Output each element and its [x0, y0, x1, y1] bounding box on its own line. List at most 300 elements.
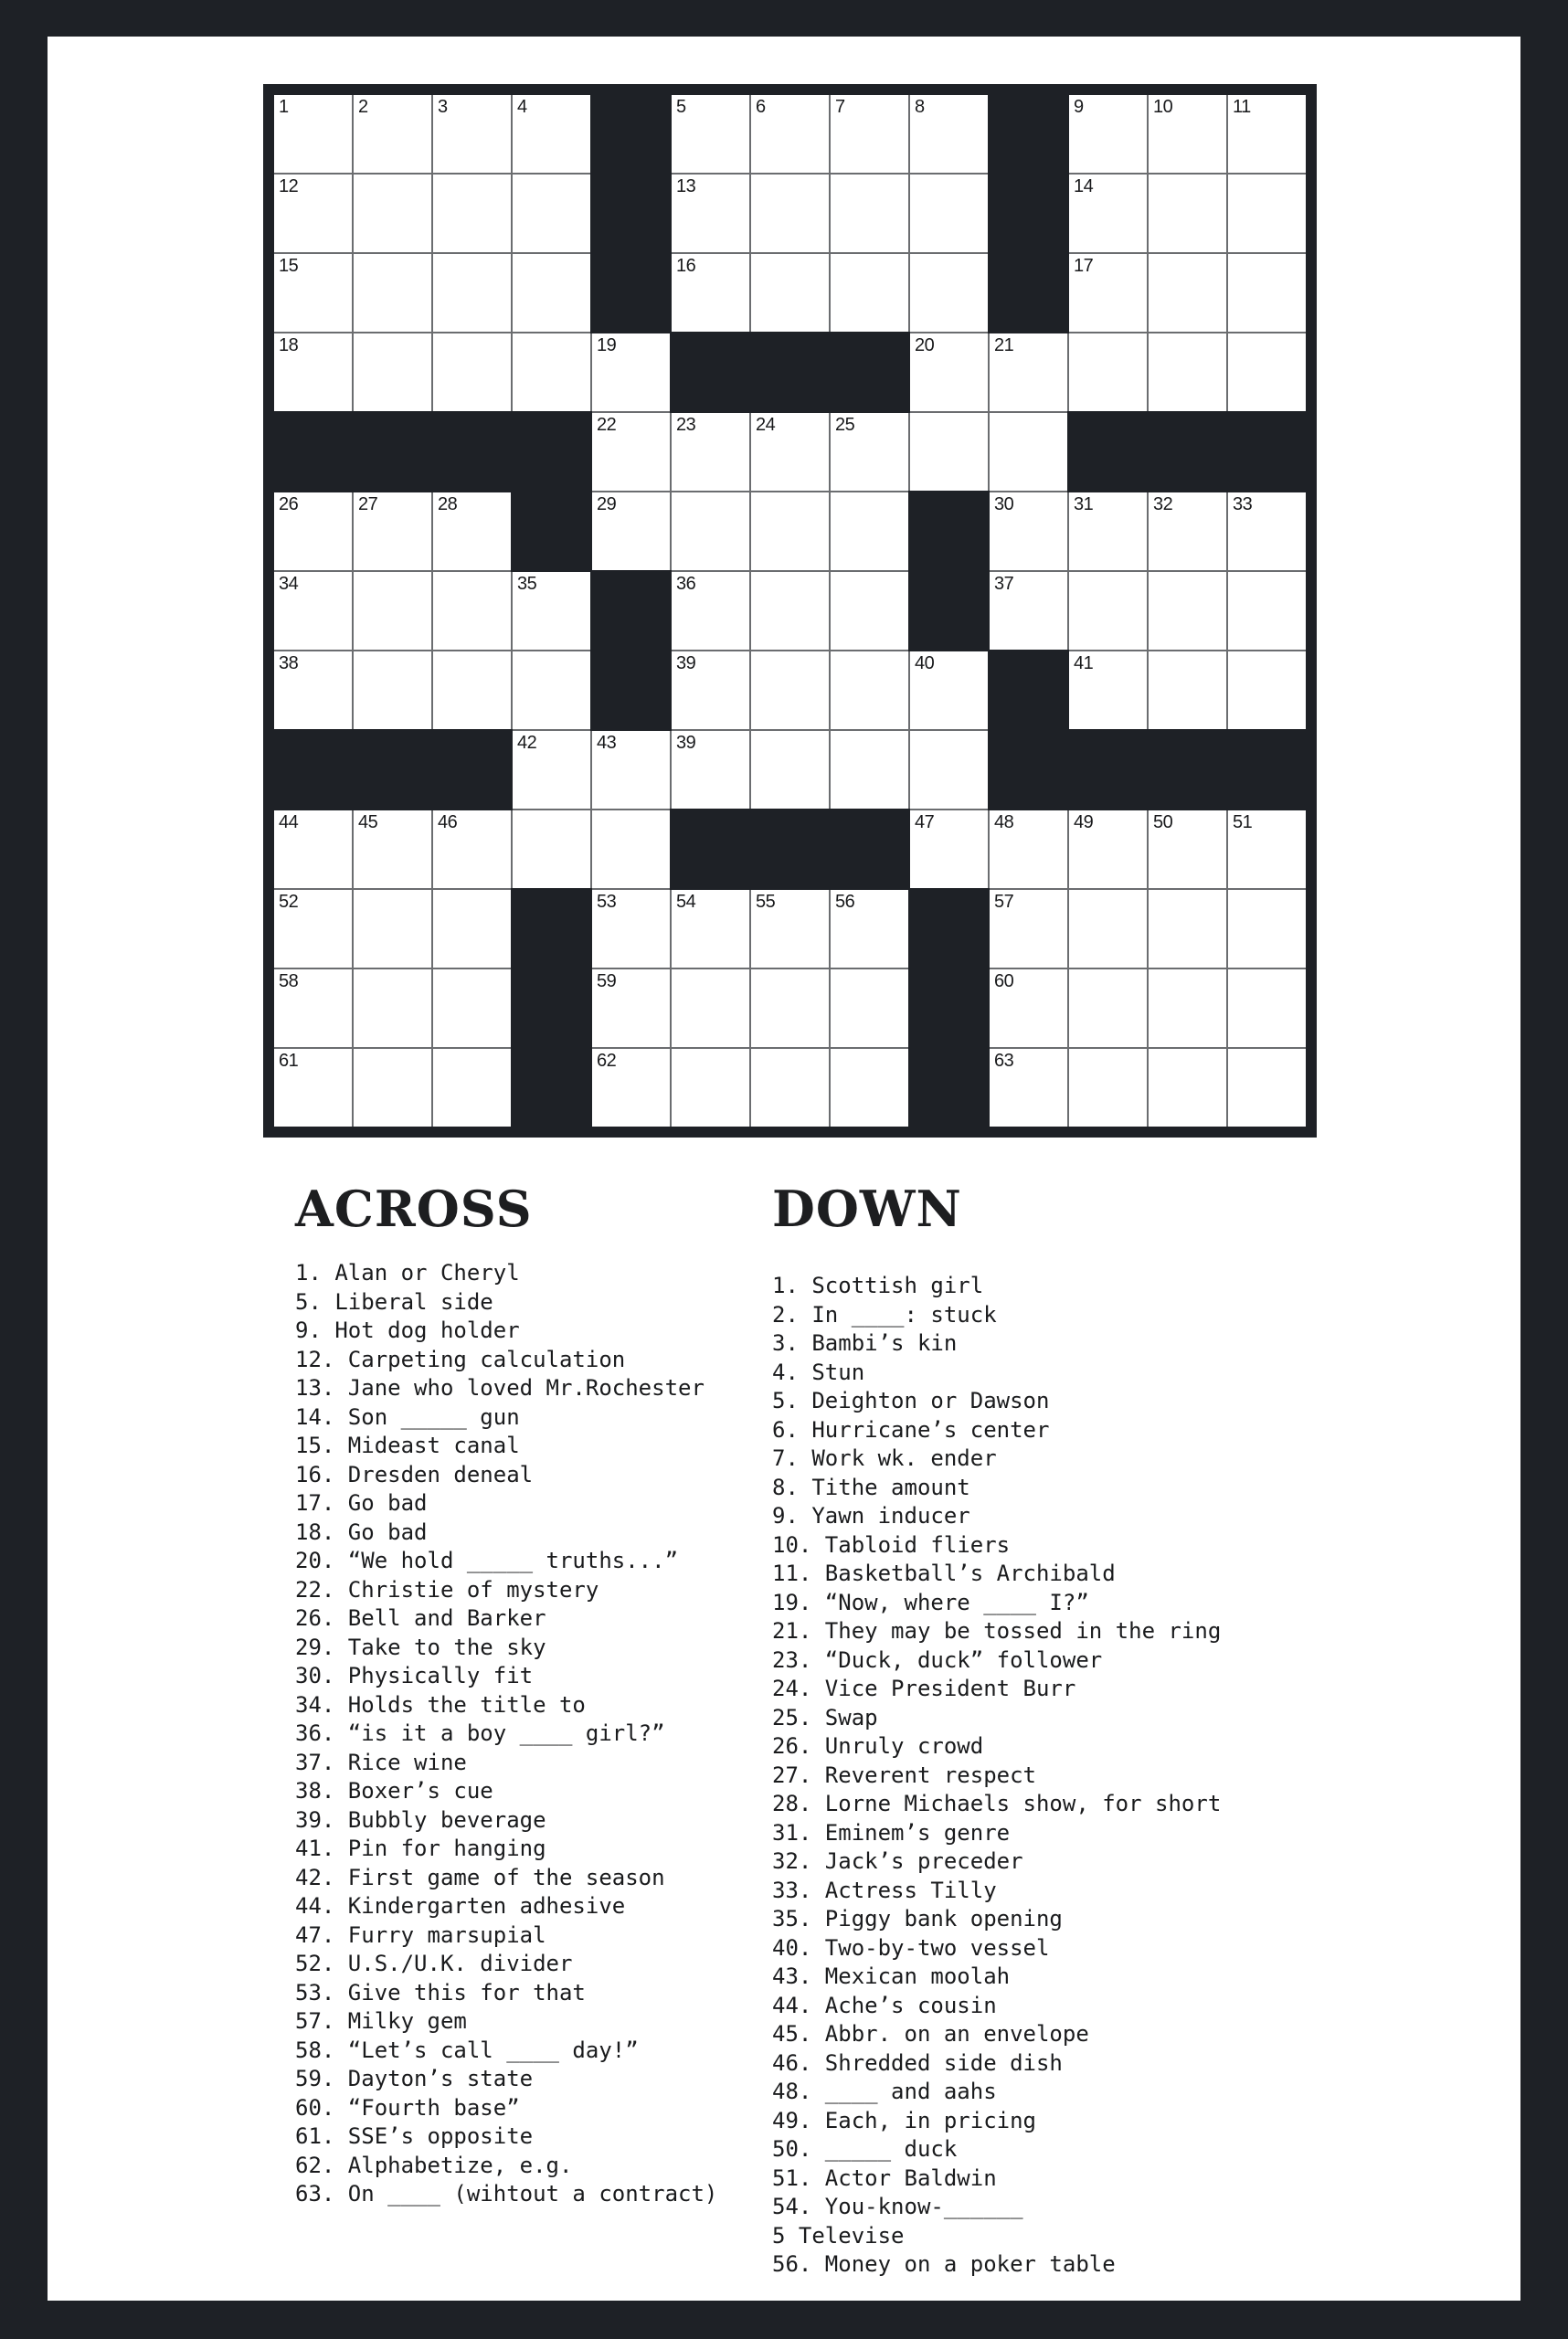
- across-clue: 59. Dayton’s state: [295, 2066, 534, 2091]
- grid-cell-r3c8[interactable]: [831, 254, 908, 332]
- down-clue: 10. Tabloid fliers: [772, 1531, 1011, 1558]
- down-clue: 35. Piggy bank opening: [772, 1906, 1063, 1932]
- grid-cell-r8c6[interactable]: [672, 651, 749, 729]
- cell-number: 44: [279, 812, 299, 832]
- cell-number: 61: [279, 1051, 299, 1071]
- grid-cell-r7c11[interactable]: [1069, 572, 1147, 650]
- grid-cell-r12c6[interactable]: [672, 969, 749, 1047]
- cell-number: 33: [1233, 494, 1253, 514]
- black-cell: [433, 731, 511, 809]
- grid-cell-r6c5[interactable]: [592, 492, 670, 570]
- cell-number: 41: [1074, 653, 1094, 673]
- cell-number: 24: [756, 415, 776, 435]
- cell-number: 45: [358, 812, 378, 832]
- cell-number: 52: [279, 892, 299, 912]
- grid-cell-r9c7[interactable]: [751, 731, 829, 809]
- cell-number: 39: [676, 653, 696, 673]
- cell-number: 37: [994, 574, 1014, 594]
- grid-cell-r12c10[interactable]: [990, 969, 1067, 1047]
- across-clue: 39. Bubbly beverage: [295, 1806, 546, 1833]
- grid-cell-r13c2[interactable]: [354, 1049, 431, 1127]
- cell-number: 54: [676, 892, 696, 912]
- across-clue: 41. Pin for hanging: [295, 1836, 546, 1861]
- grid-cell-r4c3[interactable]: [433, 333, 511, 411]
- cell-number: 4: [517, 97, 527, 117]
- grid-cell-r7c7[interactable]: [751, 572, 829, 650]
- down-clue-list: [772, 1272, 1221, 2280]
- grid-cell-r12c7[interactable]: [751, 969, 829, 1047]
- across-clue: 60. “Fourth base”: [295, 2094, 520, 2121]
- down-clue: 5 Televise: [772, 2222, 905, 2249]
- down-clue: 27. Reverent respect: [772, 1762, 1036, 1788]
- black-cell: [592, 572, 670, 650]
- down-clue: 51. Actor Baldwin: [772, 2164, 997, 2191]
- grid-cell-r4c4[interactable]: [513, 333, 590, 411]
- cell-number: 6: [756, 97, 766, 117]
- grid-cell-r1c3[interactable]: [433, 95, 511, 173]
- black-cell: [592, 254, 670, 332]
- grid-cell-r12c12[interactable]: [1149, 969, 1226, 1047]
- grid-cell-r1c4[interactable]: [513, 95, 590, 173]
- grid-cell-r9c9[interactable]: [910, 731, 988, 809]
- grid-cell-r10c2[interactable]: [354, 810, 431, 888]
- cell-number: 42: [517, 733, 537, 753]
- black-cell: [513, 1049, 590, 1127]
- black-cell: [513, 413, 590, 491]
- grid-cell-r8c1[interactable]: [274, 651, 352, 729]
- grid-cell-r4c11[interactable]: [1069, 333, 1147, 411]
- grid-cell-r10c11[interactable]: [1069, 810, 1147, 888]
- grid-cell-r10c3[interactable]: [433, 810, 511, 888]
- grid-cell-r8c8[interactable]: [831, 651, 908, 729]
- grid-cell-r7c8[interactable]: [831, 572, 908, 650]
- black-cell: [831, 810, 908, 888]
- down-clue: 46. Shredded side dish: [772, 2049, 1063, 2076]
- grid-cell-r6c8[interactable]: [831, 492, 908, 570]
- grid-cell-r12c13[interactable]: [1228, 969, 1306, 1047]
- black-cell: [1149, 731, 1226, 809]
- grid-cell-r13c8[interactable]: [831, 1049, 908, 1127]
- grid-cell-r13c1[interactable]: [274, 1049, 352, 1127]
- grid-cell-r8c3[interactable]: [433, 651, 511, 729]
- grid-cell-r13c11[interactable]: [1069, 1049, 1147, 1127]
- grid-cell-r2c4[interactable]: [513, 175, 590, 252]
- cell-number: 38: [279, 653, 299, 673]
- grid-cell-r6c11[interactable]: [1069, 492, 1147, 570]
- cell-number: 59: [597, 971, 617, 991]
- down-clue: 4. Stun: [772, 1359, 865, 1385]
- across-clue: 12. Carpeting calculation: [295, 1346, 626, 1372]
- down-clue: 44. Ache’s cousin: [772, 1992, 997, 2018]
- across-section: [295, 1180, 718, 2209]
- grid-cell-r9c6[interactable]: [672, 731, 749, 809]
- black-cell: [672, 333, 749, 411]
- across-clue: 58. “Let’s call ____ day!”: [295, 2037, 639, 2063]
- down-clue: 2. In ____: stuck: [772, 1301, 997, 1328]
- black-cell: [354, 731, 431, 809]
- grid-cell-r2c11[interactable]: [1069, 175, 1147, 252]
- down-clue: 3. Bambi’s kin: [772, 1330, 958, 1356]
- black-cell: [1228, 413, 1306, 491]
- grid-cell-r7c3[interactable]: [433, 572, 511, 650]
- cell-number: 15: [279, 256, 299, 276]
- cell-number: 25: [835, 415, 855, 435]
- cell-number: 27: [358, 494, 378, 514]
- cell-number: 18: [279, 335, 299, 355]
- grid-cell-r1c9[interactable]: [910, 95, 988, 173]
- grid-cell-r6c3[interactable]: [433, 492, 511, 570]
- grid-cell-r11c5[interactable]: [592, 890, 670, 968]
- black-cell: [513, 492, 590, 570]
- cell-number: 29: [597, 494, 617, 514]
- down-clue: 40. Two-by-two vessel: [772, 1934, 1050, 1961]
- cell-number: 17: [1074, 256, 1094, 276]
- grid-cell-r11c12[interactable]: [1149, 890, 1226, 968]
- down-section: [772, 1180, 1222, 2280]
- grid-cell-r11c2[interactable]: [354, 890, 431, 968]
- cell-number: 7: [835, 97, 845, 117]
- cell-number: 11: [1233, 97, 1251, 117]
- across-clue: 20. “We hold _____ truths...”: [295, 1548, 679, 1573]
- grid-cell-r5c7[interactable]: [751, 413, 829, 491]
- down-clue: 32. Jack’s preceder: [772, 1848, 1023, 1874]
- grid-cell-r6c1[interactable]: [274, 492, 352, 570]
- cell-number: 53: [597, 892, 617, 912]
- grid-cell-r3c7[interactable]: [751, 254, 829, 332]
- grid-cell-r1c8[interactable]: [831, 95, 908, 173]
- cell-number: 32: [1153, 494, 1173, 514]
- grid-cell-r13c10[interactable]: [990, 1049, 1067, 1127]
- grid-cell-r12c1[interactable]: [274, 969, 352, 1047]
- grid-cell-r2c3[interactable]: [433, 175, 511, 252]
- cell-number: 39: [676, 733, 696, 753]
- grid-cell-r6c12[interactable]: [1149, 492, 1226, 570]
- grid-cell-r13c13[interactable]: [1228, 1049, 1306, 1127]
- down-clue: 56. Money on a poker table: [772, 2251, 1116, 2277]
- grid-cell-r11c1[interactable]: [274, 890, 352, 968]
- grid-cell-r4c10[interactable]: [990, 333, 1067, 411]
- grid-cell-r9c4[interactable]: [513, 731, 590, 809]
- cell-number: 10: [1153, 97, 1173, 117]
- across-clue: 26. Bell and Barker: [295, 1605, 546, 1631]
- down-clue: 33. Actress Tilly: [772, 1877, 997, 1903]
- grid-cell-r1c1[interactable]: [274, 95, 352, 173]
- across-clue: 34. Holds the title to: [295, 1691, 586, 1718]
- down-clue: 5. Deighton or Dawson: [772, 1388, 1050, 1413]
- across-clue: 18. Go bad: [295, 1519, 428, 1545]
- across-header: ACROSS: [295, 1180, 533, 1238]
- cell-number: 5: [676, 97, 686, 117]
- cell-number: 46: [438, 812, 458, 832]
- black-cell: [274, 413, 352, 491]
- grid-cell-r8c9[interactable]: [910, 651, 988, 729]
- grid-cell-r11c10[interactable]: [990, 890, 1067, 968]
- grid-cell-r5c6[interactable]: [672, 413, 749, 491]
- down-clue: 54. You-know-______: [772, 2194, 1023, 2219]
- black-cell: [990, 651, 1067, 729]
- across-clue: 13. Jane who loved Mr.Rochester: [295, 1375, 705, 1401]
- grid-cell-r2c13[interactable]: [1228, 175, 1306, 252]
- black-cell: [274, 731, 352, 809]
- cell-number: 43: [597, 733, 617, 753]
- across-clue: 22. Christie of mystery: [295, 1576, 599, 1603]
- across-clue: 38. Boxer’s cue: [295, 1778, 493, 1804]
- across-clue: 44. Kindergarten adhesive: [295, 1893, 626, 1919]
- cell-number: 58: [279, 971, 299, 991]
- grid-cell-r1c2[interactable]: [354, 95, 431, 173]
- grid-cell-r3c1[interactable]: [274, 254, 352, 332]
- across-clue: 61. SSE’s opposite: [295, 2123, 534, 2149]
- down-clue: 25. Swap: [772, 1704, 878, 1730]
- cell-number: 28: [438, 494, 458, 514]
- black-cell: [910, 1049, 988, 1127]
- down-clue: 31. Eminem’s genre: [772, 1819, 1011, 1846]
- across-clue-list: [295, 1259, 717, 2209]
- across-clue: 17. Go bad: [295, 1490, 428, 1516]
- down-clue: 45. Abbr. on an envelope: [772, 2021, 1089, 2047]
- cell-number: 55: [756, 892, 776, 912]
- cell-number: 40: [915, 653, 935, 673]
- down-clue: 48. ____ and aahs: [772, 2079, 997, 2104]
- grid-cell-r5c10[interactable]: [990, 413, 1067, 491]
- black-cell: [990, 175, 1067, 252]
- across-clue: 5. Liberal side: [295, 1288, 493, 1315]
- grid-cell-r6c13[interactable]: [1228, 492, 1306, 570]
- down-clue: 49. Each, in pricing: [772, 2107, 1036, 2133]
- cell-number: 26: [279, 494, 299, 514]
- cell-number: 47: [915, 812, 935, 832]
- grid-cell-r4c1[interactable]: [274, 333, 352, 411]
- grid-cell-r12c11[interactable]: [1069, 969, 1147, 1047]
- grid-cell-r2c1[interactable]: [274, 175, 352, 252]
- grid-cell-r3c4[interactable]: [513, 254, 590, 332]
- black-cell: [910, 969, 988, 1047]
- grid-cell-r8c13[interactable]: [1228, 651, 1306, 729]
- grid-cell-r3c6[interactable]: [672, 254, 749, 332]
- grid-cell-r7c4[interactable]: [513, 572, 590, 650]
- black-cell: [1228, 731, 1306, 809]
- grid-cell-r4c12[interactable]: [1149, 333, 1226, 411]
- grid-cell-r3c13[interactable]: [1228, 254, 1306, 332]
- down-clue: 8. Tithe amount: [772, 1474, 970, 1500]
- grid-cell-r11c13[interactable]: [1228, 890, 1306, 968]
- black-cell: [513, 890, 590, 968]
- black-cell: [910, 890, 988, 968]
- grid-cell-r7c12[interactable]: [1149, 572, 1226, 650]
- grid-cell-r3c11[interactable]: [1069, 254, 1147, 332]
- grid-cell-r9c5[interactable]: [592, 731, 670, 809]
- cell-number: 9: [1074, 97, 1084, 117]
- cell-number: 21: [994, 335, 1014, 355]
- grid-cell-r13c3[interactable]: [433, 1049, 511, 1127]
- grid-cell-r6c2[interactable]: [354, 492, 431, 570]
- grid-cell-r10c13[interactable]: [1228, 810, 1306, 888]
- grid-cell-r5c9[interactable]: [910, 413, 988, 491]
- black-cell: [354, 413, 431, 491]
- grid-cell-r8c4[interactable]: [513, 651, 590, 729]
- cell-number: 12: [279, 176, 299, 196]
- grid-cell-r4c5[interactable]: [592, 333, 670, 411]
- across-clue: 9. Hot dog holder: [295, 1318, 520, 1343]
- grid-cell-r1c13[interactable]: [1228, 95, 1306, 173]
- grid-cell-r10c5[interactable]: [592, 810, 670, 888]
- down-clue: 28. Lorne Michaels show, for short: [772, 1791, 1222, 1816]
- grid-cell-r4c2[interactable]: [354, 333, 431, 411]
- grid-cell-r12c3[interactable]: [433, 969, 511, 1047]
- grid-cell-r2c9[interactable]: [910, 175, 988, 252]
- grid-cell-r7c1[interactable]: [274, 572, 352, 650]
- cell-number: 60: [994, 971, 1014, 991]
- grid-cell-r1c6[interactable]: [672, 95, 749, 173]
- cell-number: 36: [676, 574, 696, 594]
- grid-cell-r9c8[interactable]: [831, 731, 908, 809]
- grid-cell-r2c8[interactable]: [831, 175, 908, 252]
- black-cell: [1149, 413, 1226, 491]
- black-cell: [592, 175, 670, 252]
- black-cell: [1069, 413, 1147, 491]
- grid-cell-r6c10[interactable]: [990, 492, 1067, 570]
- down-clue: 6. Hurricane’s center: [772, 1416, 1050, 1443]
- cell-number: 48: [994, 812, 1014, 832]
- grid-cell-r2c12[interactable]: [1149, 175, 1226, 252]
- crossword-grid: [263, 84, 1317, 1138]
- black-cell: [592, 95, 670, 173]
- cell-number: 34: [279, 574, 299, 594]
- black-cell: [751, 333, 829, 411]
- cell-number: 30: [994, 494, 1014, 514]
- grid-cell-r13c7[interactable]: [751, 1049, 829, 1127]
- cell-number: 22: [597, 415, 617, 435]
- grid-cell-r3c2[interactable]: [354, 254, 431, 332]
- across-clue: 57. Milky gem: [295, 2008, 467, 2034]
- grid-cell-r8c2[interactable]: [354, 651, 431, 729]
- grid-cell-r5c8[interactable]: [831, 413, 908, 491]
- grid-cell-r3c9[interactable]: [910, 254, 988, 332]
- across-clue: 36. “is it a boy ____ girl?”: [295, 1720, 665, 1746]
- grid-cell-r10c12[interactable]: [1149, 810, 1226, 888]
- black-cell: [990, 254, 1067, 332]
- down-header: DOWN: [772, 1180, 962, 1238]
- cell-number: 16: [676, 256, 696, 276]
- across-clue: 16. Dresden deneal: [295, 1461, 534, 1487]
- cell-number: 19: [597, 335, 617, 355]
- grid-cell-r11c8[interactable]: [831, 890, 908, 968]
- across-clue: 47. Furry marsupial: [295, 1921, 546, 1948]
- grid-cell-r4c13[interactable]: [1228, 333, 1306, 411]
- across-clue: 1. Alan or Cheryl: [295, 1260, 520, 1286]
- grid-cell-r11c11[interactable]: [1069, 890, 1147, 968]
- grid-cell-r2c6[interactable]: [672, 175, 749, 252]
- grid-cell-r5c5[interactable]: [592, 413, 670, 491]
- cell-number: 31: [1074, 494, 1094, 514]
- cell-number: 57: [994, 892, 1014, 912]
- cell-number: 1: [279, 97, 289, 117]
- grid-cell-r13c6[interactable]: [672, 1049, 749, 1127]
- black-cell: [513, 969, 590, 1047]
- grid-cell-r4c9[interactable]: [910, 333, 988, 411]
- grid-cell-r8c7[interactable]: [751, 651, 829, 729]
- down-clue: 21. They may be tossed in the ring: [772, 1618, 1222, 1644]
- black-cell: [910, 492, 988, 570]
- grid-cell-r10c9[interactable]: [910, 810, 988, 888]
- black-cell: [433, 413, 511, 491]
- grid-cell-r7c10[interactable]: [990, 572, 1067, 650]
- black-cell: [1069, 731, 1147, 809]
- across-clue: 14. Son _____ gun: [295, 1403, 520, 1430]
- down-clue: 11. Basketball’s Archibald: [772, 1561, 1116, 1586]
- grid-cell-r13c5[interactable]: [592, 1049, 670, 1127]
- black-cell: [751, 810, 829, 888]
- down-clue: 50. _____ duck: [772, 2136, 958, 2162]
- cell-number: 49: [1074, 812, 1094, 832]
- black-cell: [990, 731, 1067, 809]
- grid-cell-r8c11[interactable]: [1069, 651, 1147, 729]
- grid-cell-r6c7[interactable]: [751, 492, 829, 570]
- grid-cell-r3c3[interactable]: [433, 254, 511, 332]
- black-cell: [990, 95, 1067, 173]
- grid-cell-r12c5[interactable]: [592, 969, 670, 1047]
- grid-cell-r1c7[interactable]: [751, 95, 829, 173]
- grid-cell-r1c12[interactable]: [1149, 95, 1226, 173]
- black-cell: [831, 333, 908, 411]
- cell-number: 13: [676, 176, 696, 196]
- grid-cell-r10c10[interactable]: [990, 810, 1067, 888]
- grid-cell-r10c1[interactable]: [274, 810, 352, 888]
- across-clue: 42. First game of the season: [295, 1864, 665, 1890]
- across-clue: 53. Give this for that: [295, 1979, 586, 2006]
- grid-cell-r11c6[interactable]: [672, 890, 749, 968]
- grid-cell-r12c8[interactable]: [831, 969, 908, 1047]
- black-cell: [910, 572, 988, 650]
- down-clue: 19. “Now, where ____ I?”: [772, 1589, 1089, 1615]
- grid-cell-r2c2[interactable]: [354, 175, 431, 252]
- grid-cell-r3c12[interactable]: [1149, 254, 1226, 332]
- cell-number: 62: [597, 1051, 617, 1071]
- across-clue: 37. Rice wine: [295, 1749, 467, 1775]
- down-clue: 43. Mexican moolah: [772, 1963, 1011, 1989]
- down-clue: 7. Work wk. ender: [772, 1445, 997, 1471]
- cell-number: 51: [1233, 812, 1253, 832]
- down-clue: 24. Vice President Burr: [772, 1676, 1076, 1701]
- down-clue: 26. Unruly crowd: [772, 1733, 984, 1759]
- grid-cell-r2c7[interactable]: [751, 175, 829, 252]
- across-clue: 29. Take to the sky: [295, 1634, 546, 1660]
- grid-cell-r6c6[interactable]: [672, 492, 749, 570]
- cell-number: 3: [438, 97, 448, 117]
- cell-number: 50: [1153, 812, 1173, 832]
- grid-cell-r8c12[interactable]: [1149, 651, 1226, 729]
- cell-number: 63: [994, 1051, 1014, 1071]
- grid-cell-r7c6[interactable]: [672, 572, 749, 650]
- grid-cell-r13c12[interactable]: [1149, 1049, 1226, 1127]
- grid-cell-r7c13[interactable]: [1228, 572, 1306, 650]
- cell-number: 23: [676, 415, 696, 435]
- cell-number: 35: [517, 574, 537, 594]
- grid-cell-r11c7[interactable]: [751, 890, 829, 968]
- cell-number: 20: [915, 335, 935, 355]
- cell-number: 56: [835, 892, 855, 912]
- cell-number: 2: [358, 97, 368, 117]
- grid-cell-r10c4[interactable]: [513, 810, 590, 888]
- grid-cell-r11c3[interactable]: [433, 890, 511, 968]
- grid-cell-r1c11[interactable]: [1069, 95, 1147, 173]
- grid-cell-r7c2[interactable]: [354, 572, 431, 650]
- across-clue: 62. Alphabetize, e.g.: [295, 2152, 573, 2178]
- across-clue: 30. Physically fit: [295, 1663, 534, 1688]
- across-clue: 15. Mideast canal: [295, 1433, 520, 1458]
- down-clue: 9. Yawn inducer: [772, 1503, 970, 1529]
- grid-cell-r12c2[interactable]: [354, 969, 431, 1047]
